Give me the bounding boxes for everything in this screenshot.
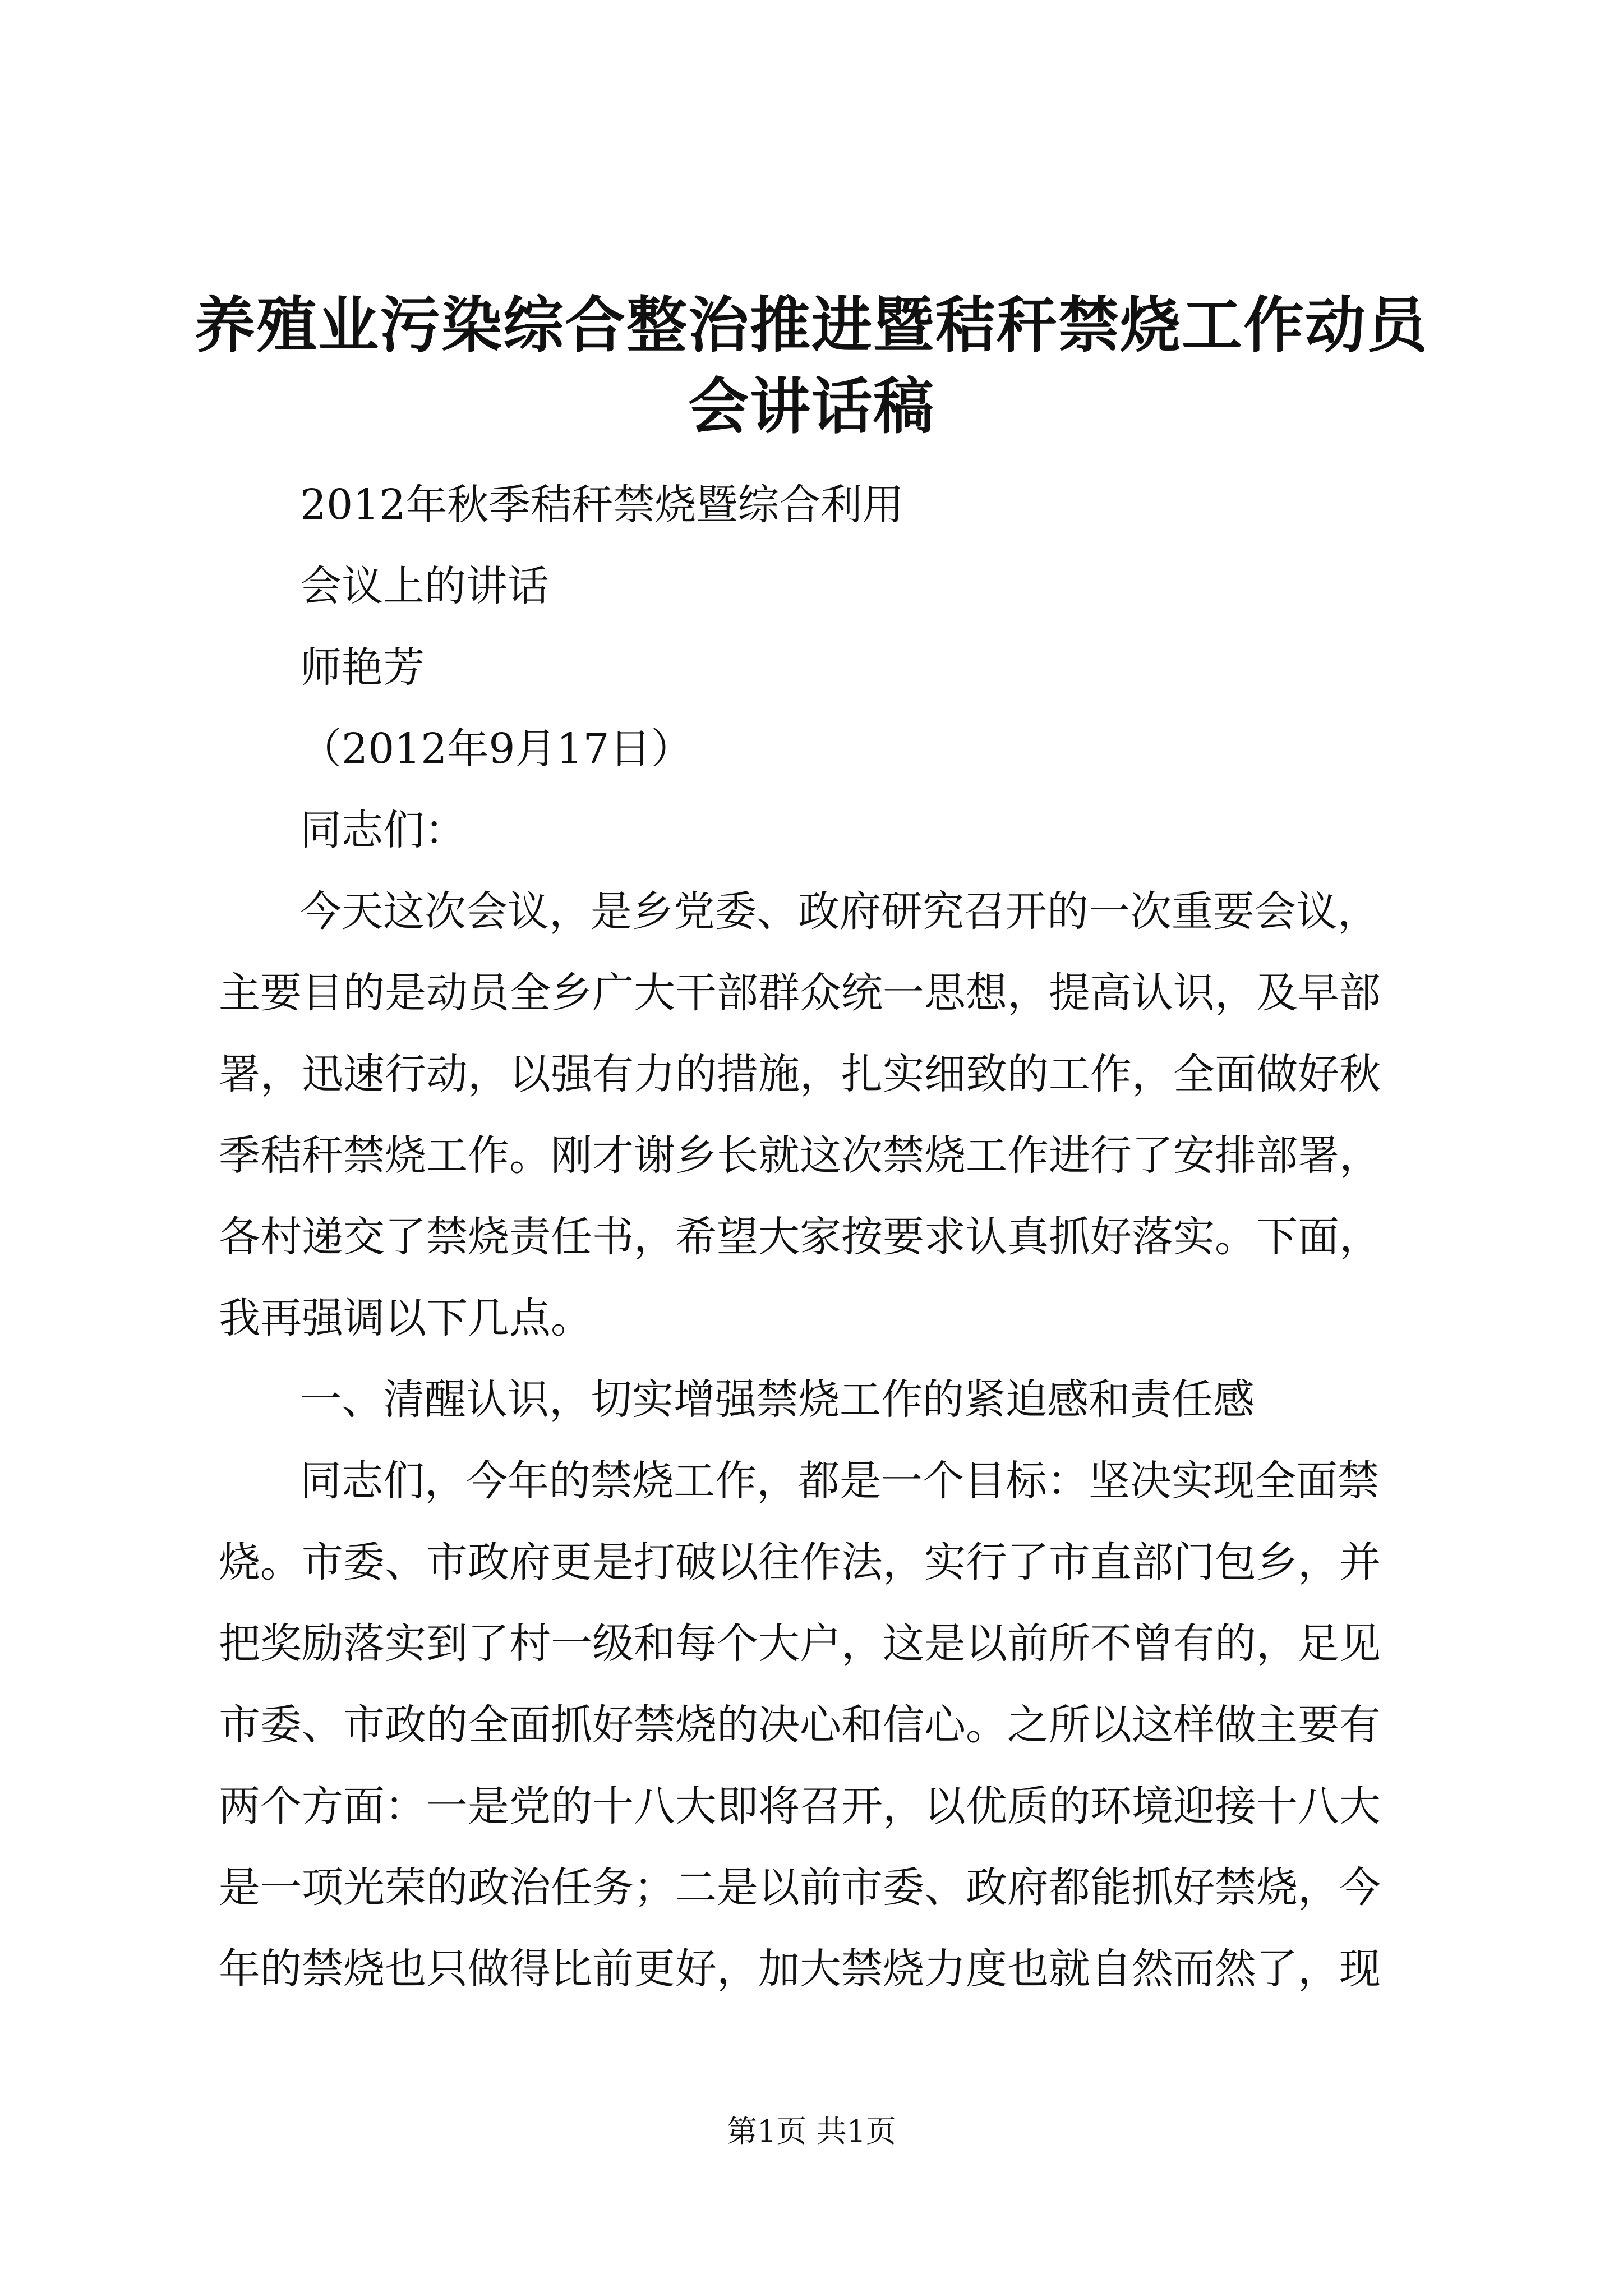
paragraph-line: 我再强调以下几点。 xyxy=(219,1294,592,1342)
paragraph-line: 两个方面：一是党的十八大即将召开，以优质的环境迎接十八大 xyxy=(219,1782,1381,1830)
meeting-subtitle: 2012年秋季秸秆禁烧暨综合利用 xyxy=(300,481,904,529)
paragraph-line: 烧。市委、市政府更是打破以往作法，实行了市直部门包乡，并 xyxy=(219,1538,1381,1586)
paragraph-line: 今天这次会议，是乡党委、政府研究召开的一次重要会议， xyxy=(300,887,1379,936)
paragraph-line: 同志们，今年的禁烧工作，都是一个目标：坚决实现全面禁 xyxy=(300,1457,1379,1505)
paragraph-line: 把奖励落实到了村一级和每个大户，这是以前所不曾有的，足见 xyxy=(219,1619,1381,1668)
speaker-name: 师艳芳 xyxy=(300,643,425,692)
paragraph-line: 季秸秆禁烧工作。刚才谢乡长就这次禁烧工作进行了安排部署， xyxy=(219,1131,1381,1180)
section-heading: 一、清醒认识，切实增强禁烧工作的紧迫感和责任感 xyxy=(300,1375,1255,1424)
paragraph-line: 主要目的是动员全乡广大干部群众统一思想，提高认识，及早部 xyxy=(219,969,1381,1017)
paragraph-line: 市委、市政的全面抓好禁烧的决心和信心。之所以这样做主要有 xyxy=(219,1701,1381,1749)
meeting-subtitle-2: 会议上的讲话 xyxy=(300,562,549,610)
paragraph-line: 署，迅速行动，以强有力的措施，扎实细致的工作，全面做好秋 xyxy=(219,1050,1381,1098)
page-number-footer: 第1页 共1页 xyxy=(727,2114,896,2149)
speech-date: （2012年9月17日） xyxy=(300,725,693,773)
salutation: 同志们： xyxy=(300,806,466,854)
paragraph-line: 各村递交了禁烧责任书，希望大家按要求认真抓好落实。下面， xyxy=(219,1213,1381,1261)
paragraph-line: 年的禁烧也只做得比前更好，加大禁烧力度也就自然而然了，现 xyxy=(219,1945,1381,1993)
paragraph-line: 是一项光荣的政治任务；二是以前市委、政府都能抓好禁烧，今 xyxy=(219,1864,1381,1912)
document-title-line-1: 养殖业污染综合整治推进暨秸秆禁烧工作动员 xyxy=(194,290,1428,361)
document-title-line-2: 会讲话稿 xyxy=(688,371,935,442)
